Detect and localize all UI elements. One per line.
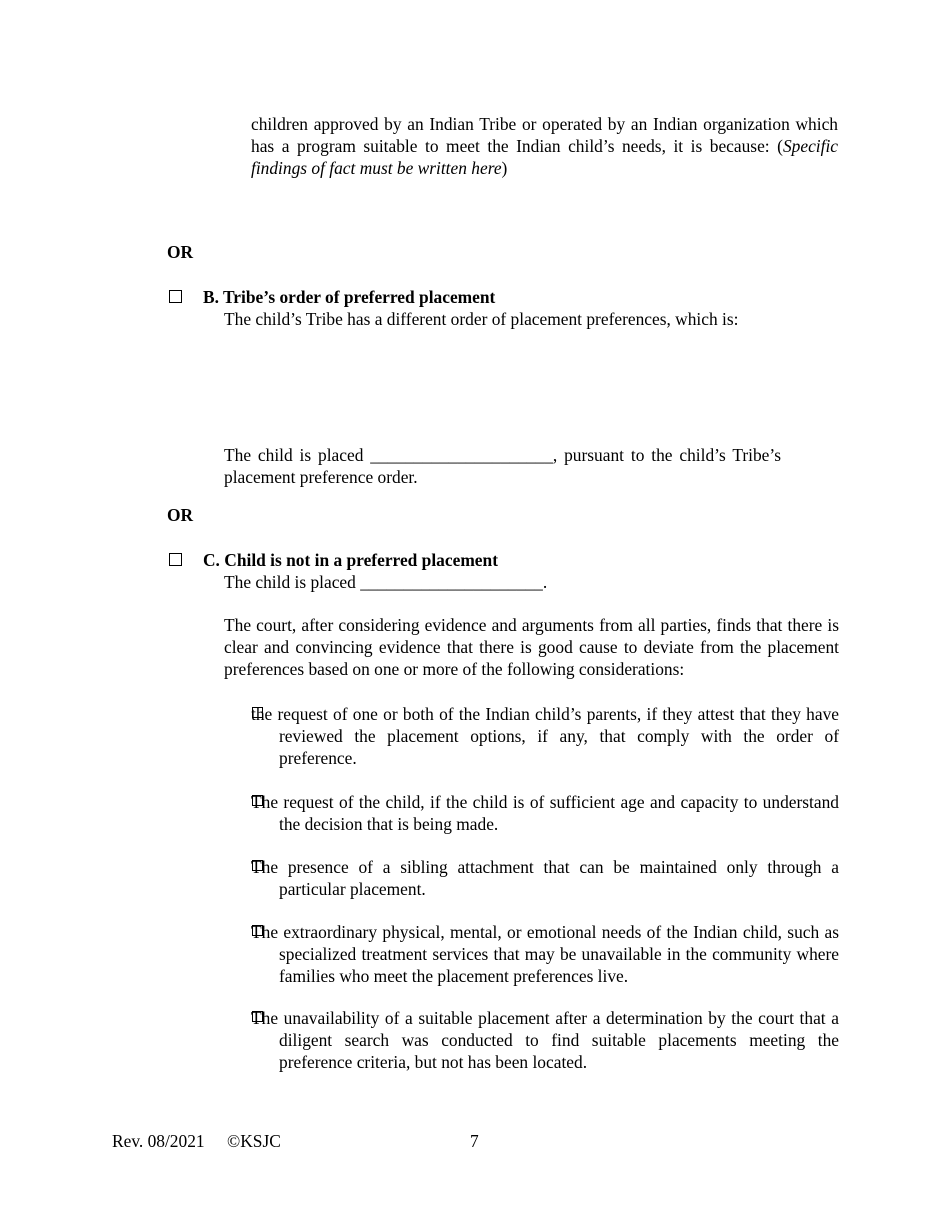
consideration-3: The presence of a sibling attachment that can be maintained only through a particular placement. [251, 857, 839, 899]
section-c-checkbox[interactable] [169, 553, 182, 566]
section-c-placement-blank[interactable]: _____________________ [360, 572, 543, 592]
consideration-4: The extraordinary physical, mental, or emotional needs of the Indian child, such as specialized treatment services that may be unavailable in the community where families who meet the placement preferences live. [251, 922, 839, 986]
or-separator-1: OR [167, 242, 194, 262]
findings-instruction: Specific findings of fact must be written here [251, 136, 838, 178]
consideration-2: The request of the child, if the child is of sufficient age and capacity to understand the decision that is being made. [251, 792, 839, 834]
section-b-placed: The child is placed _____________________, pursuant to the child’s Tribe’s placement preference order. [224, 445, 781, 487]
section-c-placed: The child is placed _____________________. [224, 572, 548, 592]
page-number: 7 [470, 1131, 479, 1151]
consideration-5: The unavailability of a suitable placement after a determination by the court that a diligent search was conducted to find suitable placements meeting the preference criteria, but not has been located. [251, 1008, 839, 1072]
section-c-heading: C. Child is not in a preferred placement [203, 550, 498, 570]
section-c-finding: The court, after considering evidence and arguments from all parties, finds that there is clear and convincing evidence that there is good cause to deviate from the placement preferences based on one or more of the following considerations: [224, 615, 839, 679]
section-b-checkbox[interactable] [169, 290, 182, 303]
section-b-heading: B. Tribe’s order of preferred placement [203, 287, 496, 307]
section-b-placement-blank[interactable]: _____________________ [370, 445, 553, 465]
intro-paragraph: children approved by an Indian Tribe or operated by an Indian organization which has a program suitable to meet the Indian child’s needs, it is because: (Specific findings of fact must be written here) [251, 114, 838, 178]
footer-revision: Rev. 08/2021 [112, 1131, 205, 1151]
section-b-line: The child’s Tribe has a different order of placement preferences, which is: [224, 309, 739, 329]
or-separator-2: OR [167, 505, 194, 525]
consideration-1: the request of one or both of the Indian child’s parents, if they attest that they have reviewed the placement options, if any, that comply with the order of preference. [251, 704, 839, 768]
footer-copyright: ©KSJC [227, 1131, 281, 1151]
